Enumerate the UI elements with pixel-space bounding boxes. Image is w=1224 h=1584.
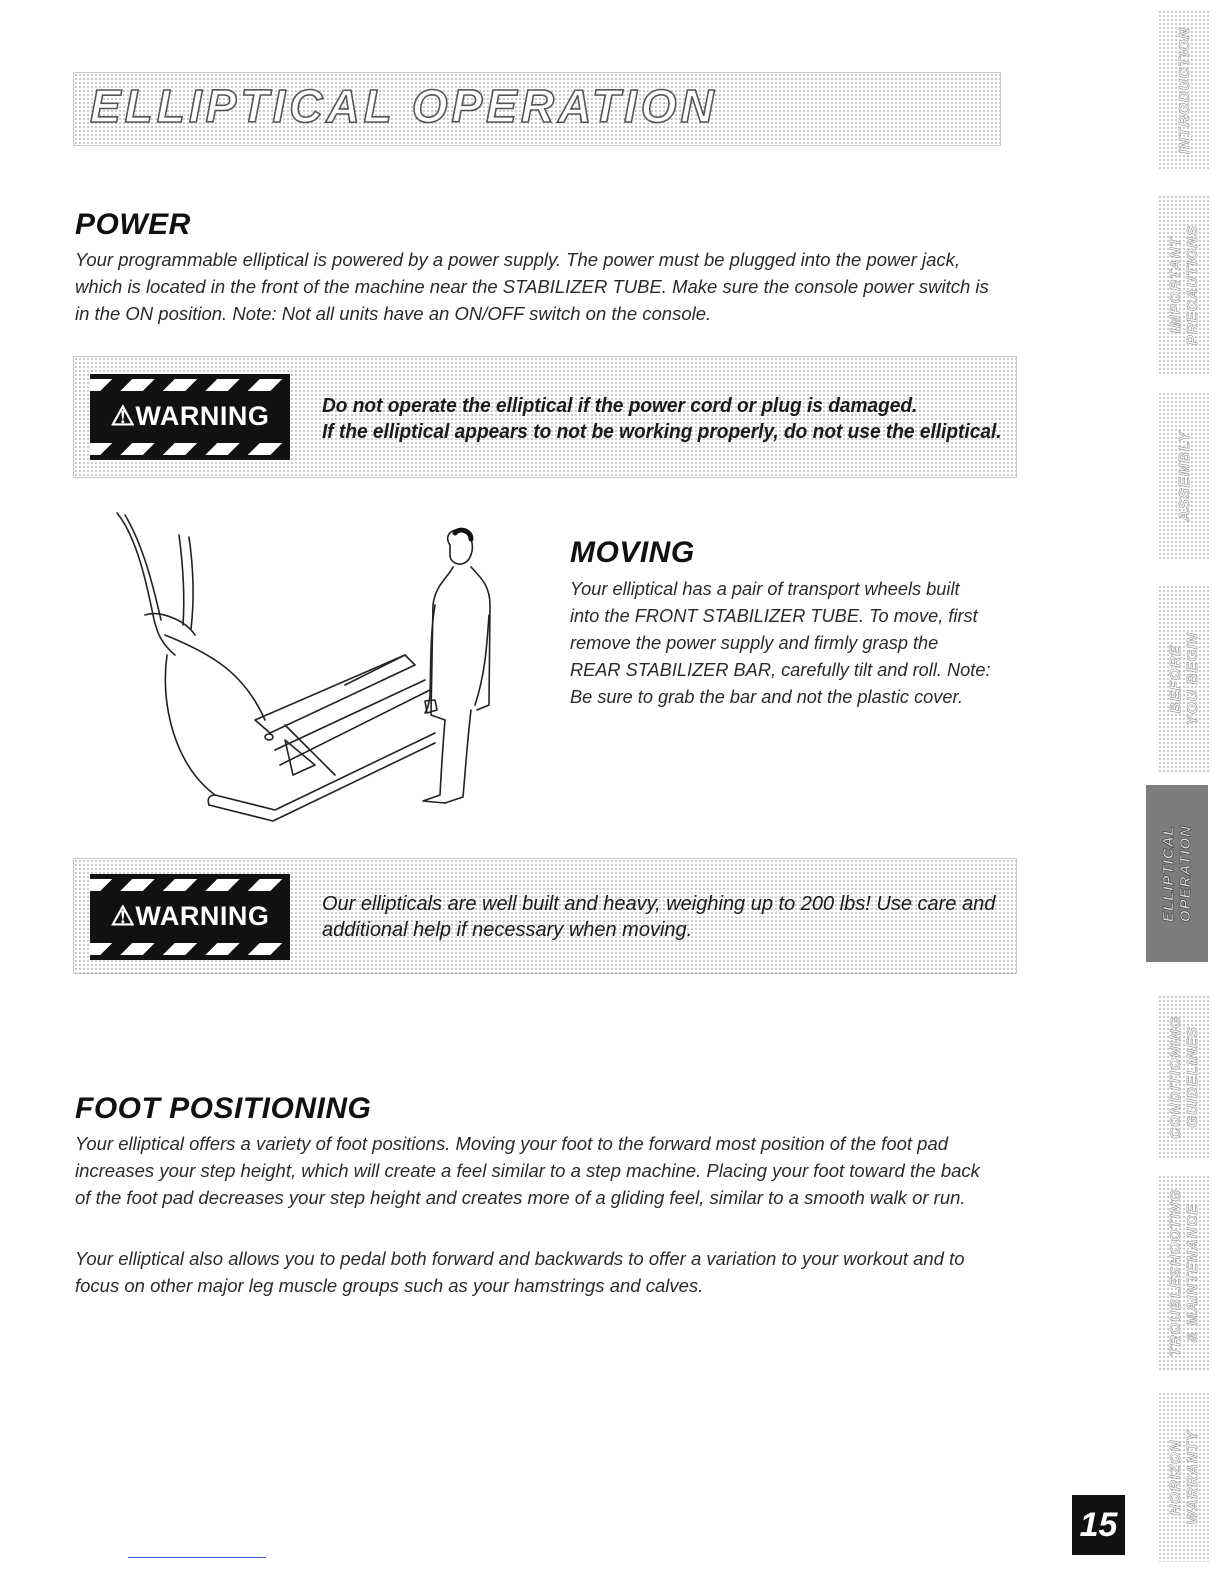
footer-divider <box>128 1557 266 1558</box>
moving-elliptical-illustration <box>105 505 525 825</box>
power-line: in the ON position. Note: Not all units have an ON/OFF switch on the console. <box>75 303 712 324</box>
moving-line: remove the power supply and firmly grasp the <box>570 632 939 653</box>
side-tab-label: IMPORTANT PRECAUTIONS <box>1167 224 1201 346</box>
side-tab-label: HORIZON WARRANTY <box>1167 1429 1201 1525</box>
title-banner <box>73 72 1001 146</box>
side-tab-important-precautions[interactable] <box>1158 195 1210 375</box>
foot-line: of the foot pad decreases your step height and creates more of a gliding feel, similar to a smooth walk or run. <box>75 1187 966 1208</box>
foot-positioning-heading: FOOT POSITIONING <box>75 1092 372 1125</box>
moving-line: Be sure to grab the bar and not the plastic cover. <box>570 686 963 707</box>
foot-line: increases your step height, which will create a feel similar to a step machine. Placing your foot toward the back <box>75 1160 980 1181</box>
foot-line: Your elliptical offers a variety of foot positions. Moving your foot to the forward most position of the foot pad <box>75 1133 949 1154</box>
warning-line: If the elliptical appears to not be working properly, do not use the elliptical. <box>322 421 1002 443</box>
side-tab-label: ASSEMBLY <box>1175 430 1193 522</box>
warning-label <box>90 874 290 960</box>
side-tab-label: INTRODUCTION <box>1175 26 1193 154</box>
foot-line: focus on other major leg muscle groups such as your hamstrings and calves. <box>75 1275 704 1296</box>
warning-line: Do not operate the elliptical if the power cord or plug is damaged. <box>322 395 918 417</box>
warning-line: additional help if necessary when moving. <box>322 919 693 941</box>
moving-line: Your elliptical has a pair of transport wheels built <box>570 578 960 599</box>
warning-box-power <box>73 356 1017 478</box>
foot-line: Your elliptical also allows you to pedal both forward and backwards to offer a variation to your workout and to <box>75 1248 965 1269</box>
page-title: ELLIPTICAL OPERATION <box>90 80 718 132</box>
warning-label-text: ⚠WARNING <box>110 401 270 431</box>
power-line: which is located in the front of the machine near the STABILIZER TUBE. Make sure the console power switch is <box>75 276 989 297</box>
warning-message <box>322 393 1002 445</box>
power-heading: POWER <box>75 208 191 241</box>
moving-heading: MOVING <box>570 536 695 569</box>
moving-line: REAR STABILIZER BAR, carefully tilt and roll. Note: <box>570 659 991 680</box>
side-tab-label: BEFORE YOU BEGIN <box>1167 632 1201 726</box>
side-tab-troubleshooting-maintenance[interactable] <box>1158 1175 1210 1370</box>
foot-positioning-paragraph-2 <box>75 1245 965 1299</box>
side-tab-conditioning-guidelines[interactable] <box>1158 995 1210 1160</box>
side-tab-label: ELLIPTICAL OPERATION <box>1160 824 1194 923</box>
page-number: 15 <box>1072 1495 1125 1555</box>
side-tab-introduction[interactable] <box>1158 10 1210 170</box>
moving-line: into the FRONT STABILIZER TUBE. To move, first <box>570 605 978 626</box>
warning-box-moving <box>73 858 1017 974</box>
warning-label <box>90 374 290 460</box>
moving-paragraph <box>570 575 991 710</box>
power-paragraph <box>75 246 989 327</box>
warning-triangle-icon: ⚠ <box>110 401 136 431</box>
side-tab-before-you-begin[interactable] <box>1158 585 1210 773</box>
side-tab-horizon-warranty[interactable] <box>1158 1392 1210 1562</box>
side-tab-elliptical-operation[interactable] <box>1146 785 1208 962</box>
side-tab-assembly[interactable] <box>1158 392 1210 560</box>
warning-triangle-icon: ⚠ <box>110 901 136 931</box>
foot-positioning-paragraph-1 <box>75 1130 980 1211</box>
warning-message <box>322 891 995 943</box>
power-line: Your programmable elliptical is powered by a power supply. The power must be plugged into the power jack, <box>75 249 961 270</box>
side-tab-label: TROUBLESHOOTING & MAINTENANCE <box>1167 1188 1201 1357</box>
side-tab-label: CONDITIONING GUIDELINES <box>1167 1016 1201 1139</box>
warning-label-text: ⚠WARNING <box>110 901 270 931</box>
warning-line: Our ellipticals are well built and heavy, weighing up to 200 lbs! Use care and <box>322 893 996 915</box>
